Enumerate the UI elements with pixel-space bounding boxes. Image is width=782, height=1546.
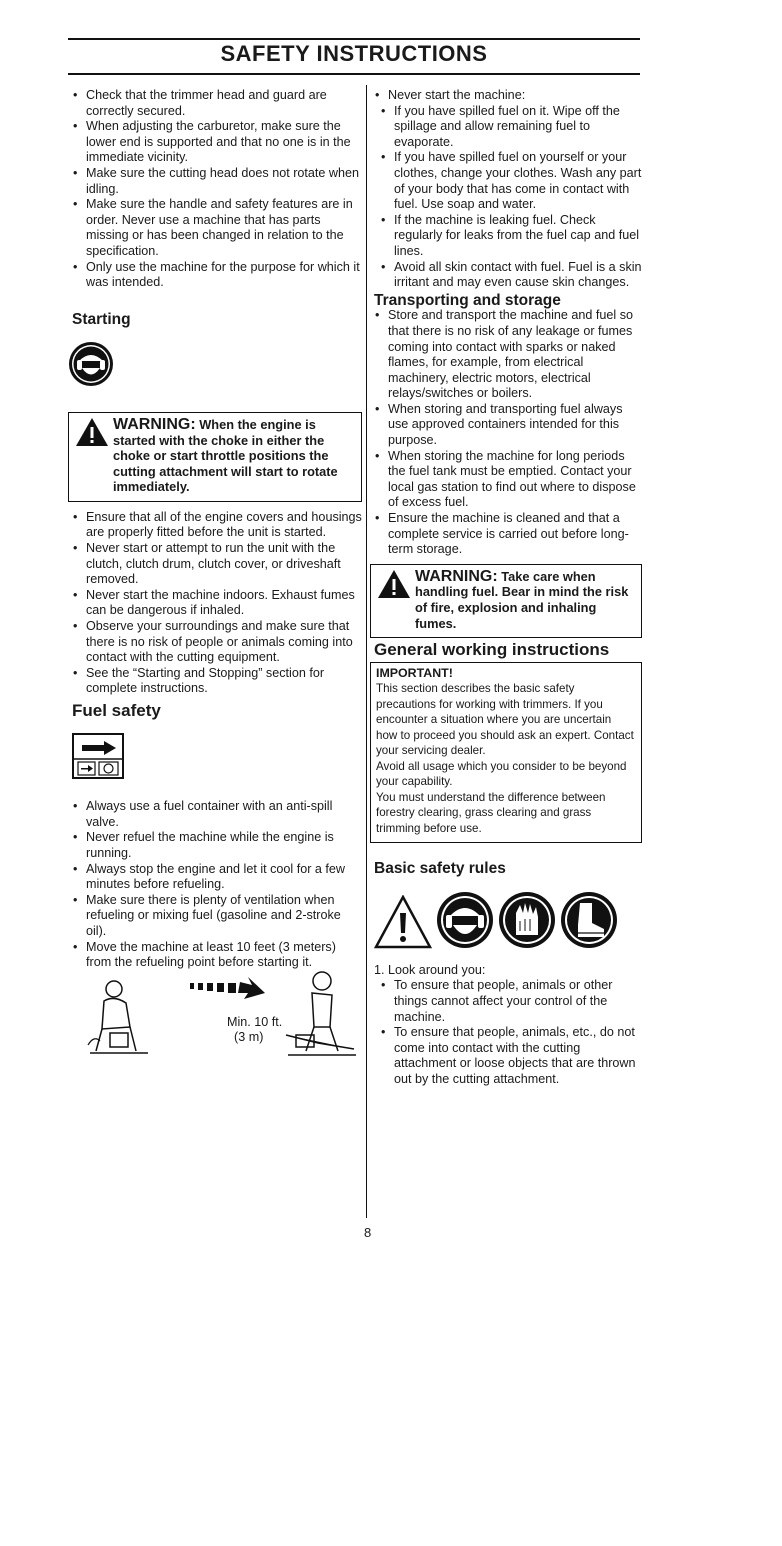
list-item: • Never start the machine indoors. Exhaust fumes can be dangerous if inhaled.: [72, 588, 362, 619]
distance-arrow-icon: [190, 973, 266, 1003]
list-item: • See the “Starting and Stopping” section for complete instructions.: [72, 666, 362, 697]
list-item: • Never refuel the machine while the engine is running.: [72, 830, 362, 861]
eye-ear-protection-icon: [68, 341, 362, 392]
transport-list: [374, 308, 642, 558]
warning-text: When the engine is started with the choke in either the choke or start throttle positions the cutting attachment will start to rotate immediately.: [113, 416, 338, 495]
fuel-list: [72, 799, 362, 971]
rule-1-list: [374, 978, 642, 1087]
safety-icons-row: [374, 891, 642, 949]
warning-word: WARNING:: [113, 415, 196, 433]
never-start-list: [374, 88, 642, 291]
refuel-stop-engine-icon: [72, 733, 362, 784]
warning-text: Take care when handling fuel. Bear in mind the risk of fire, explosion and inhaling fumes.: [415, 568, 629, 631]
gloves-icon: [498, 891, 556, 949]
starting-heading: Starting: [72, 310, 131, 328]
important-box: [370, 662, 642, 844]
list-item: • Store and transport the machine and fuel so that there is no risk of any leakage or fumes coming into contact with sparks or naked flames, for example, from electrical machinery, electric motors, electrical relays/switches or boilers.: [374, 308, 642, 402]
basic-rules-heading: Basic safety rules: [374, 860, 506, 878]
list-item: • Make sure there is plenty of ventilation when refueling or mixing fuel (gasoline and 2-stroke oil).: [72, 893, 362, 940]
warning-triangle-icon: [75, 417, 109, 451]
list-item: • Never start the machine: • If you have spilled fuel on it. Wipe off the spillage and allow remaining fuel to evaporate. • If you have spilled fuel on yourself or your clothes, change your clothes. Wash any part of your body that has come in contact with fuel. Use soap and water. • If the machine is leaking fuel. Check regularly for leaks from the fuel cap and fuel lines. • Avoid all skin contact with fuel. Fuel is a skin irritant and may even cause skin changes.: [374, 88, 642, 291]
right-column: [374, 88, 642, 1088]
transport-heading: Transporting and storage: [374, 291, 561, 309]
important-heading: IMPORTANT!: [376, 665, 453, 680]
list-item: • Ensure that all of the engine covers and housings are properly fitted before the unit is started.: [72, 510, 362, 541]
top-rule: [68, 38, 640, 40]
fuel-safety-heading: Fuel safety: [72, 701, 161, 720]
never-start-sublist: [374, 104, 642, 291]
list-item: • When storing the machine for long periods the fuel tank must be emptied. Contact your local gas station to find out where to dispose of excess fuel.: [374, 449, 642, 511]
left-column: [72, 88, 362, 1061]
general-heading: General working instructions: [374, 640, 610, 660]
list-item: • Make sure the cutting head does not rotate when idling.: [72, 166, 362, 197]
list-item: • Ensure the machine is cleaned and that a complete service is carried out before long-term storage.: [374, 511, 642, 558]
column-divider: [366, 85, 367, 1218]
list-item: • Move the machine at least 10 feet (3 meters) from the refueling point before starting it.: [72, 940, 362, 971]
important-paragraph: You must understand the difference between forestry clearing, grass clearing and grass trimming before use.: [376, 790, 606, 835]
rule-1: 1. Look around you:: [374, 962, 486, 977]
warning-triangle-icon: [377, 569, 411, 603]
min-distance-label: Min. 10 ft. (3 m): [227, 1014, 283, 1045]
important-paragraph: This section describes the basic safety precautions for working with trimmers. If you encounter a situation where you are uncertain how to proceed you should ask an expert. Contact your servicing dealer.: [376, 682, 634, 758]
starting-warning-box: [68, 412, 362, 502]
list-item: • If you have spilled fuel on it. Wipe off the spillage and allow remaining fuel to evaporate.: [374, 104, 642, 151]
starting-list: [72, 510, 362, 697]
intro-list: [72, 88, 362, 291]
person-starting-trimmer-icon: [278, 969, 358, 1059]
list-item: • Never start or attempt to run the unit with the clutch, clutch drum, clutch cover, or driveshaft removed.: [72, 541, 362, 588]
list-item: • Always stop the engine and let it cool for a few minutes before refueling.: [72, 862, 362, 893]
list-item: • When storing and transporting fuel always use approved containers intended for this purpose.: [374, 402, 642, 449]
list-item: • Only use the machine for the purpose for which it was intended.: [72, 260, 362, 291]
list-item: • Check that the trimmer head and guard are correctly secured.: [72, 88, 362, 119]
list-item: • To ensure that people, animals or other things cannot affect your control of the machine.: [374, 978, 642, 1025]
warning-word: WARNING:: [415, 567, 498, 585]
page-number: 8: [364, 1225, 372, 1240]
person-refueling-icon: [84, 975, 154, 1059]
list-item: • Avoid all skin contact with fuel. Fuel is a skin irritant and may even cause skin changes.: [374, 260, 642, 291]
important-paragraph: Avoid all usage which you consider to be beyond your capability.: [376, 759, 627, 789]
refuel-distance-illustration: [72, 969, 362, 1061]
helmet-protection-icon: [436, 891, 494, 949]
list-item: • If the machine is leaking fuel. Check regularly for leaks from the fuel cap and fuel lines.: [374, 213, 642, 260]
list-item: • Make sure the handle and safety features are in order. Never use a machine that has parts missing or has been changed in relation to the specification.: [72, 197, 362, 259]
warning-triangle-icon: [374, 895, 432, 949]
page-title: SAFETY INSTRUCTIONS: [220, 41, 488, 66]
boots-icon: [560, 891, 618, 949]
title-rule: [68, 73, 640, 75]
list-item: • To ensure that people, animals, etc., do not come into contact with the cutting attachment or loose objects that are thrown out by the cutting attachment.: [374, 1025, 642, 1087]
list-item: • Observe your surroundings and make sure that there is no risk of people or animals coming into contact with the cutting equipment.: [72, 619, 362, 666]
list-item: • If you have spilled fuel on yourself or your clothes, change your clothes. Wash any part of your body that has come in contact with fuel. Use soap and water.: [374, 150, 642, 212]
list-item: • When adjusting the carburetor, make sure the lower end is supported and that no one is in the immediate vicinity.: [72, 119, 362, 166]
list-item: • Always use a fuel container with an anti-spill valve.: [72, 799, 362, 830]
fuel-warning-box: [370, 564, 642, 638]
